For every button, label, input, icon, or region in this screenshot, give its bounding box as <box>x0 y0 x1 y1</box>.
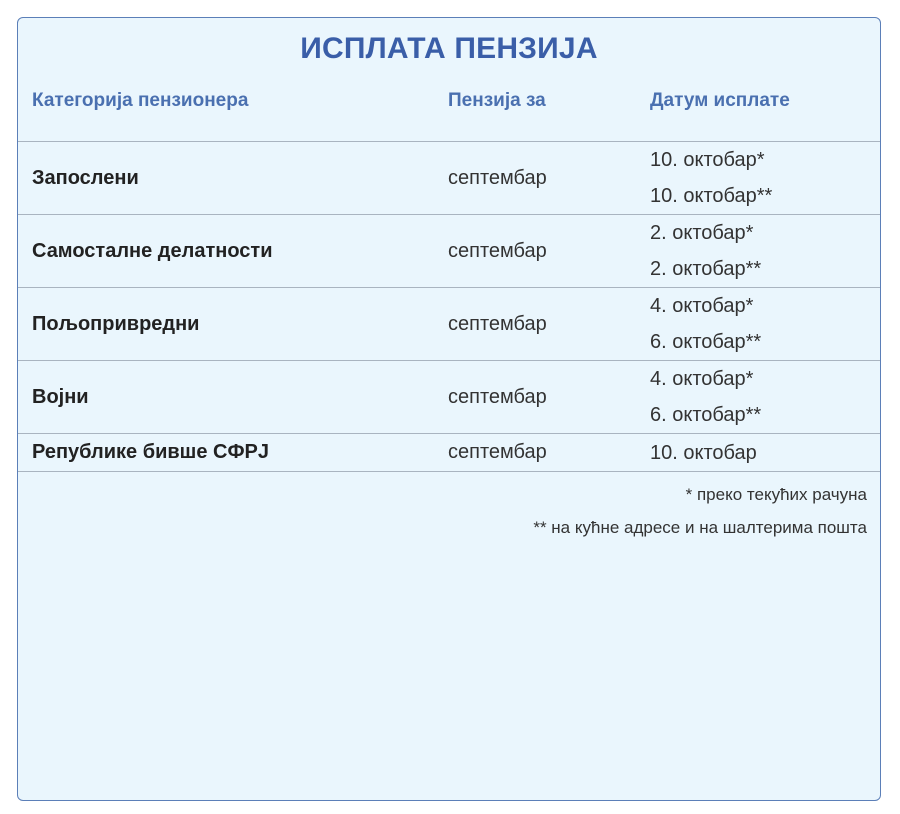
header-period: Пензија за <box>448 90 546 111</box>
date-value: 2. октобар** <box>650 258 762 280</box>
period-cell: септембар <box>448 166 547 189</box>
date-value: 4. октобар* <box>650 368 754 390</box>
period-cell: септембар <box>448 385 547 408</box>
dates-cell <box>650 215 761 287</box>
payment-table <box>18 141 880 472</box>
header-date: Датум исплате <box>650 90 790 111</box>
table-row-military <box>18 361 880 434</box>
date-value: 10. октобар* <box>650 149 765 171</box>
footnotes <box>533 478 867 544</box>
dates-cell <box>650 288 761 360</box>
footnote-double-asterisk: ** на кућне адресе и на шалтерима пошта <box>533 518 867 537</box>
table-row-former-sfry <box>18 434 880 472</box>
dates-cell <box>650 434 757 471</box>
period-cell: септембар <box>448 239 547 262</box>
category-cell: Пољопривредни <box>32 312 200 335</box>
pension-payment-card <box>17 17 881 801</box>
date-value: 2. октобар* <box>650 222 754 244</box>
category-cell: Републике бивше СФРЈ <box>32 441 269 463</box>
page-title: ИСПЛАТА ПЕНЗИЈА <box>300 32 598 65</box>
dates-cell <box>650 142 772 214</box>
date-value: 10. октобар <box>650 441 757 464</box>
table-row-employed <box>18 142 880 215</box>
date-value: 6. октобар** <box>650 404 762 426</box>
category-cell: Самосталне делатности <box>32 239 273 262</box>
footnote-single-asterisk: * преко текућих рачуна <box>685 485 867 504</box>
category-cell: Војни <box>32 385 89 408</box>
period-cell: септембар <box>448 312 547 335</box>
date-value: 4. октобар* <box>650 295 754 317</box>
dates-cell <box>650 361 761 433</box>
table-row-self-employed <box>18 215 880 288</box>
date-value: 6. октобар** <box>650 331 762 353</box>
date-value: 10. октобар** <box>650 185 773 207</box>
table-row-agricultural <box>18 288 880 361</box>
header-category: Категорија пензионера <box>32 90 249 111</box>
category-cell: Запослени <box>32 166 139 189</box>
period-cell: септембар <box>448 441 547 463</box>
